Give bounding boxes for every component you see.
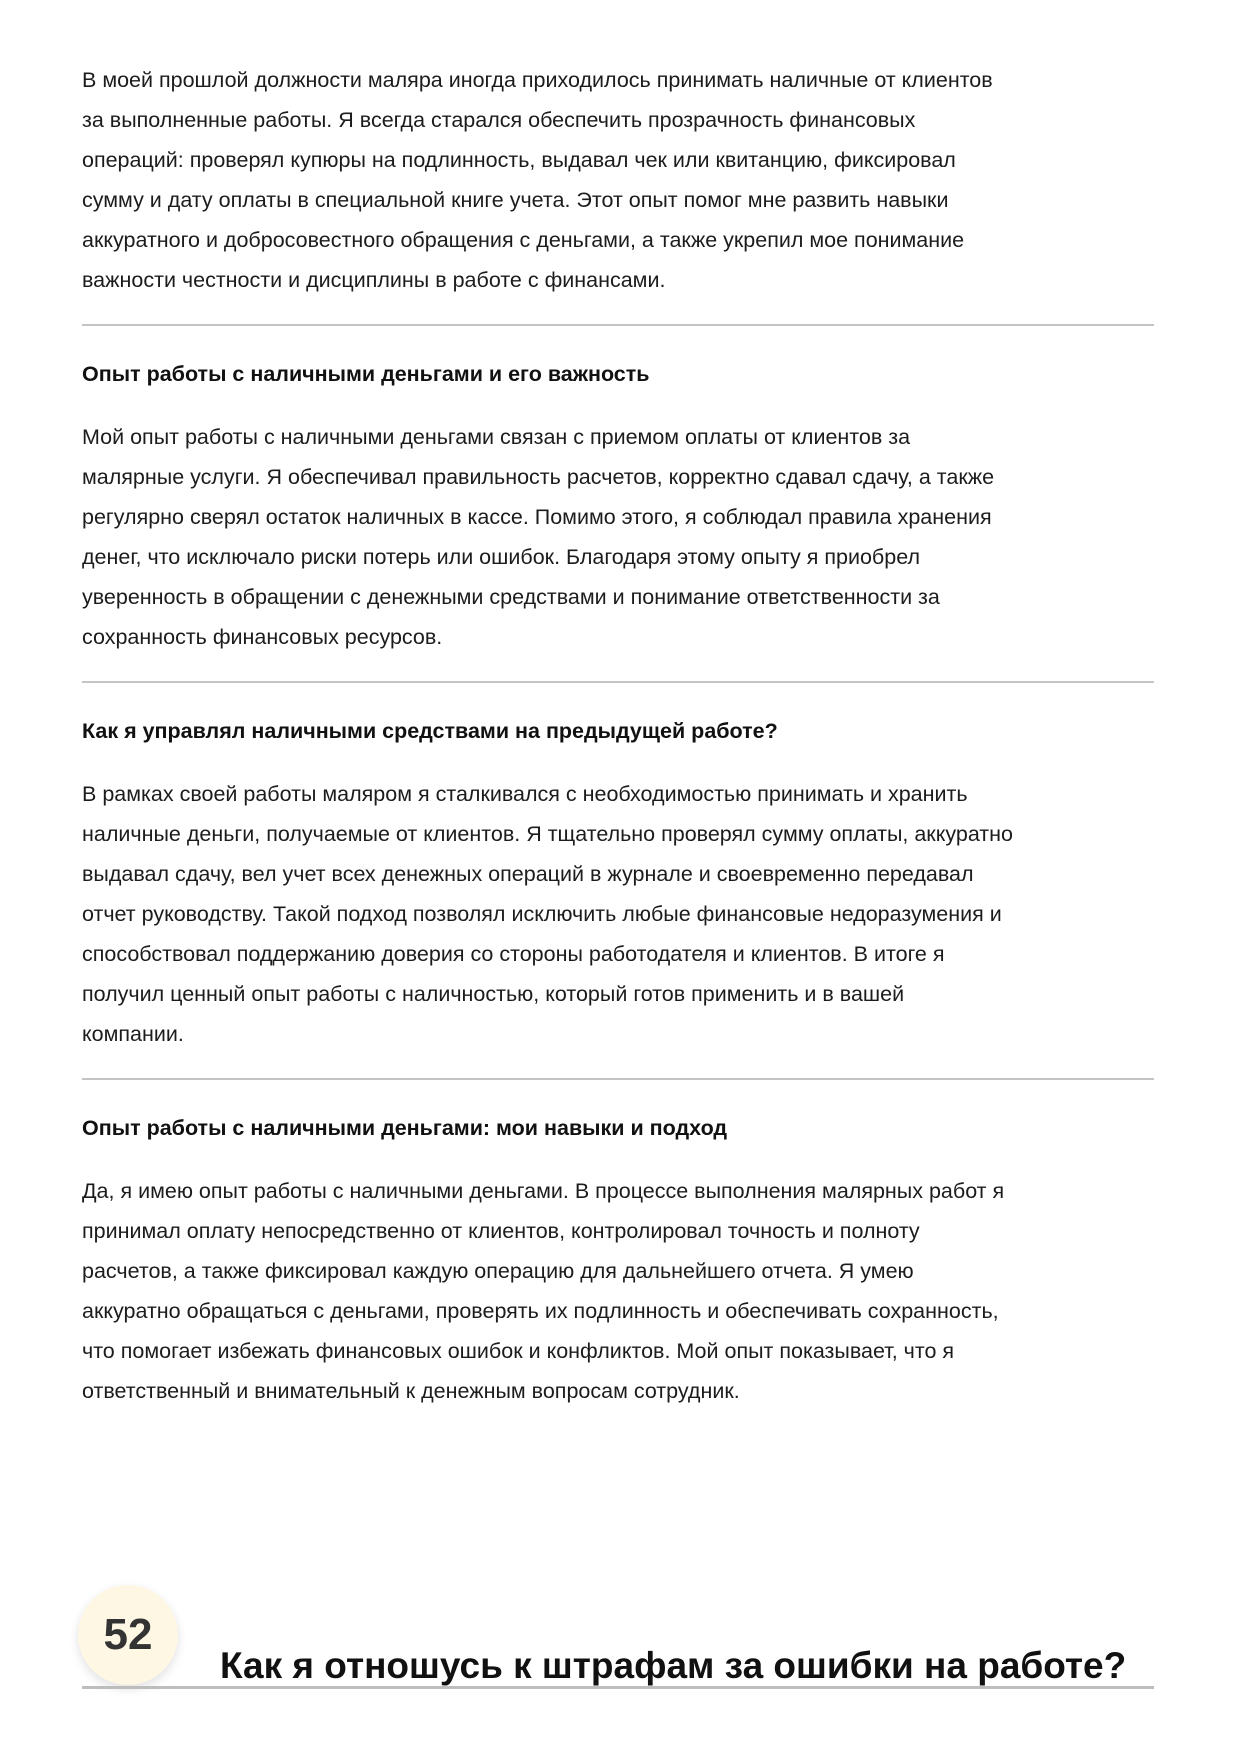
divider <box>82 681 1154 683</box>
answer-heading-2: Опыт работы с наличными деньгами и его важность <box>82 362 650 386</box>
text-line: принимал оплату непосредственно от клиентов, контролировал точность и полноту <box>82 1219 920 1243</box>
section-divider <box>82 1686 1154 1689</box>
answer-paragraph-4 <box>82 1171 1154 1411</box>
text-line: регулярно сверял остаток наличных в кассе. Помимо этого, я соблюдал правила хранения <box>82 505 992 529</box>
text-line: аккуратного и добросовестного обращения с деньгами, а также укрепил мое понимание <box>82 228 965 252</box>
answer-paragraph-2 <box>82 417 1154 657</box>
text-line: расчетов, а также фиксировал каждую операцию для дальнейшего отчета. Я умею <box>82 1259 914 1283</box>
text-line: что помогает избежать финансовых ошибок и конфликтов. Мой опыт показывает, что я <box>82 1339 955 1363</box>
text-line: способствовал поддержанию доверия со стороны работодателя и клиентов. В итоге я <box>82 942 945 966</box>
text-line: получил ценный опыт работы с наличностью, который готов применить и в вашей <box>82 982 905 1006</box>
text-line: за выполненные работы. Я всегда старался обеспечить прозрачность финансовых <box>82 108 916 132</box>
text-line: выдавал сдачу, вел учет всех денежных операций в журнале и своевременно передавал <box>82 862 974 886</box>
text-line: В рамках своей работы маляром я сталкивался с необходимостью принимать и хранить <box>82 782 968 806</box>
text-line: сумму и дату оплаты в специальной книге учета. Этот опыт помог мне развить навыки <box>82 188 949 212</box>
text-line: отчет руководству. Такой подход позволял исключить любые финансовые недоразумения и <box>82 902 1002 926</box>
text-line: ответственный и внимательный к денежным вопросам сотрудник. <box>82 1379 740 1403</box>
text-line: малярные услуги. Я обеспечивал правильность расчетов, корректно сдавал сдачу, а также <box>82 465 995 489</box>
text-line: денег, что исключало риски потерь или ошибок. Благодаря этому опыту я приобрел <box>82 545 920 569</box>
divider <box>82 324 1154 326</box>
answer-paragraph-1 <box>82 60 1154 300</box>
text-line: уверенность в обращении с денежными средствами и понимание ответственности за <box>82 585 940 609</box>
section-number-badge: 52 <box>78 1585 178 1685</box>
text-line: компании. <box>82 1022 184 1046</box>
text-line: наличные деньги, получаемые от клиентов. Я тщательно проверял сумму оплаты, аккуратно <box>82 822 1013 846</box>
answers-content <box>82 60 1154 1435</box>
text-line: сохранность финансовых ресурсов. <box>82 625 443 649</box>
text-line: Мой опыт работы с наличными деньгами связан с приемом оплаты от клиентов за <box>82 425 911 449</box>
section-title: Как я отношусь к штрафам за ошибки на работе? <box>220 1644 1127 1686</box>
text-line: операций: проверял купюры на подлинность, выдавал чек или квитанцию, фиксировал <box>82 148 956 172</box>
answer-heading-4: Опыт работы с наличными деньгами: мои навыки и подход <box>82 1116 728 1140</box>
text-line: В моей прошлой должности маляра иногда приходилось принимать наличные от клиентов <box>82 68 993 92</box>
text-line: Да, я имею опыт работы с наличными деньгами. В процессе выполнения малярных работ я <box>82 1179 1005 1203</box>
text-line: важности честности и дисциплины в работе с финансами. <box>82 268 666 292</box>
divider <box>82 1078 1154 1080</box>
text-line: аккуратно обращаться с деньгами, проверять их подлинность и обеспечивать сохранность, <box>82 1299 999 1323</box>
answer-heading-3: Как я управлял наличными средствами на предыдущей работе? <box>82 719 778 743</box>
answer-paragraph-3 <box>82 774 1154 1054</box>
